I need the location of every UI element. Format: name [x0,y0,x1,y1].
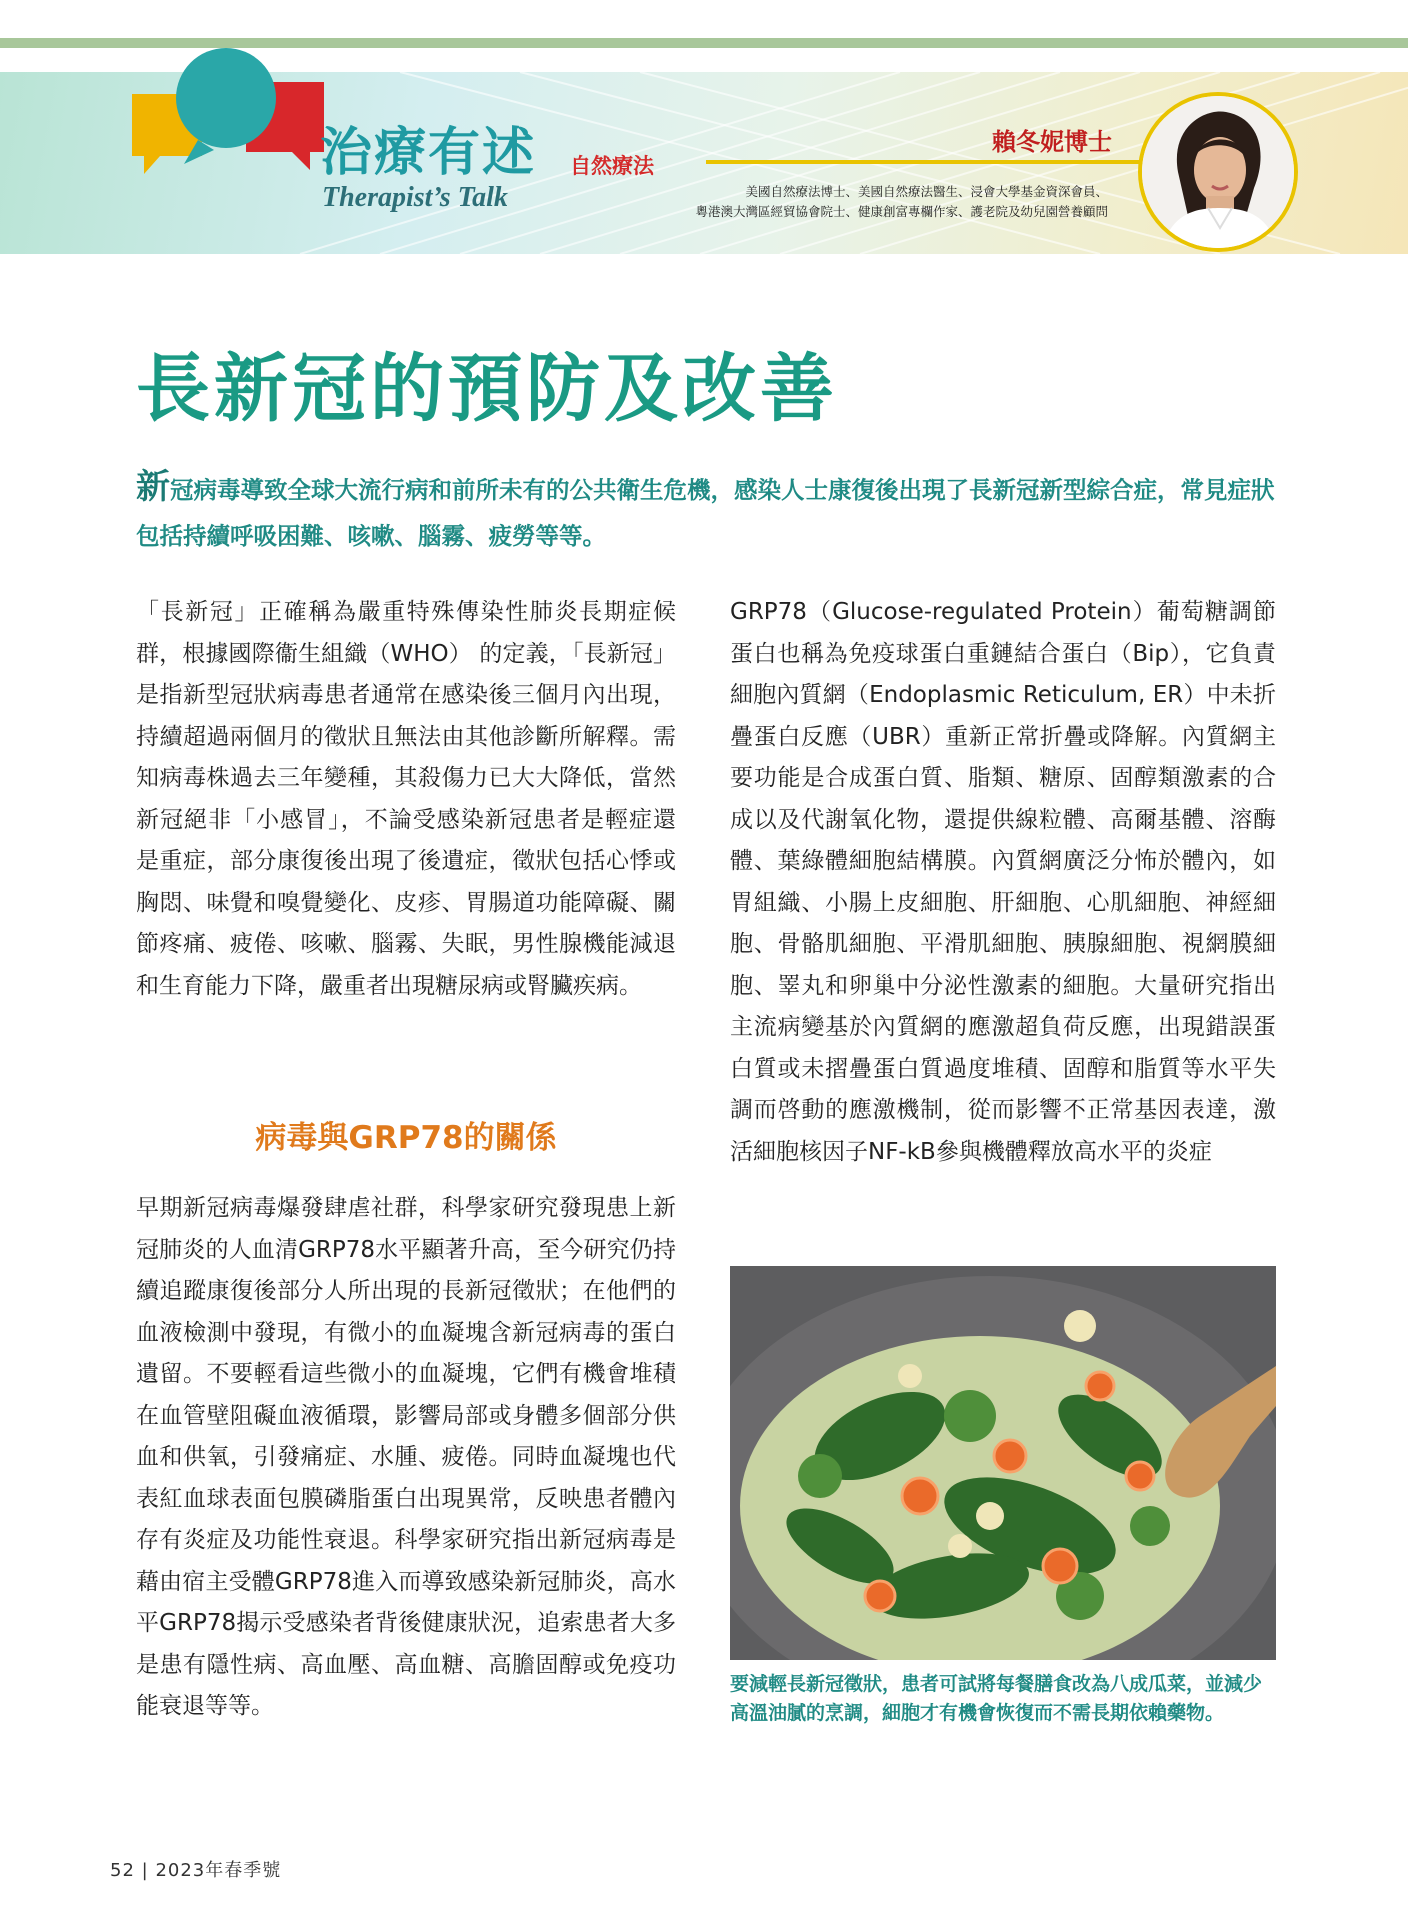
column-category: 自然療法 [570,154,654,178]
right-column [730,592,1276,1173]
photo-caption: 要減輕長新冠徵狀，患者可試將每餐膳食改為八成瓜菜，並減少高溫油膩的烹調，細胞才有機會恢復而不需長期依賴藥物。 [730,1673,1263,1724]
lead-drop-cap: 新 [136,467,170,507]
vegetable-stir-fry-image [730,1266,1276,1660]
page-number: 52 [110,1860,135,1881]
left-column-bottom [136,1188,676,1728]
section-heading: 病毒與GRP78的關係 [255,1120,557,1156]
issue-label: 2023年春季號 [155,1860,282,1881]
body-paragraph: 「長新冠」正確稱為嚴重特殊傳染性肺炎長期症候群，根據國際衞生組織（WHO） 的定義，「長新冠」是指新型冠狀病毒患者通常在感染後三個月內出現，持續超過兩個月的徵狀且無法由其他診斷所解釋。需知病毒株過去三年變種，其殺傷力已大大降低，當然新冠絕非「小感冒」，不論受感染新冠患者是輕症還是重症，部分康復後出現了後遺症，徵狀包括心悸或胸悶、味覺和嗅覺變化、皮疹、胃腸道功能障礙、關節疼痛、疲倦、咳嗽、腦霧、失眠，男性腺機能減退和生育能力下降，嚴重者出現糖尿病或腎臟疾病。 [136,599,676,999]
author-name: 賴冬妮博士 [992,128,1112,156]
body-paragraph: GRP78（Glucose-regulated Protein）葡萄糖調節蛋白也稱為免疫球蛋白重鏈結合蛋白（Bip），它負責細胞內質網（Endoplasmic Reticulum, ER）中未折疊蛋白反應（UBR）重新正常折疊或降解。內質網主要功能是合成蛋白質、脂類、糖原、固醇類激素的合成以及代謝氧化物，還提供線粒體、高爾基體、溶酶體、葉綠體細胞結構膜。內質網廣泛分怖於體內，如胃組織、小腸上皮細胞、肝細胞、心肌細胞、神經細胞、骨骼肌細胞、平滑肌細胞、胰腺細胞、視網膜細胞、睪丸和卵巢中分泌性激素的細胞。大量研究指出主流病變基於內質網的應激超負荷反應，出現錯誤蛋白質或未摺疊蛋白質過度堆積、固醇和脂質等水平失調而啓動的應激機制，從而影響不正常基因表達，激活細胞核因子NF-kB參與機體釋放高水平的炎症 [730,599,1276,1165]
author-portrait [1138,92,1298,252]
author-underline [706,160,1154,164]
page-footer [110,1856,281,1882]
footer-separator: | [141,1860,149,1881]
article-title: 長新冠的預防及改善 [136,346,838,432]
article-lead [136,464,1276,559]
left-column-top [136,592,676,1007]
column-logo-chinese: 治療有述 [320,122,537,183]
author-portrait-image [1142,96,1294,248]
author-credential-line-1: 美國自然療法博士、美國自然療法醫生、浸會大學基金資深會員、 [745,184,1108,199]
column-logo-english: Therapist’s Talk [322,182,508,213]
body-paragraph: 早期新冠病毒爆發肆虐社群，科學家研究發現患上新冠肺炎的人血清GRP78水平顯著升高，至今研究仍持續追蹤康復後部分人所出現的長新冠徵狀；在他們的血液檢測中發現，有微小的血凝塊含新冠病毒的蛋白遺留。不要輕看這些微小的血凝塊，它們有機會堆積在血管壁阻礙血液循環，影響局部或身體多個部分供血和供氧，引發痛症、水腫、疲倦。同時血凝塊也代表紅血球表面包膜磷脂蛋白出現異常，反映患者體內存有炎症及功能性衰退。科學家研究指出新冠病毒是藉由宿主受體GRP78進入而導致感染新冠肺炎，高水平GRP78揭示受感染者背後健康狀況，追索患者大多是患有隱性病、高血壓、高血糖、高膽固醇或免疫功能衰退等等。 [136,1195,676,1719]
vegetable-stir-fry-photo [730,1266,1276,1660]
speech-bubbles-icon [128,30,328,180]
lead-text: 冠病毒導致全球大流行病和前所未有的公共衛生危機，感染人士康復後出現了長新冠新型綜合症，常見症狀包括持續呼吸困難、咳嗽、腦霧、疲勞等等。 [136,476,1275,550]
author-credential-line-2: 粵港澳大灣區經貿協會院士、健康創富專欄作家、護老院及幼兒園營養顧問 [695,204,1108,219]
